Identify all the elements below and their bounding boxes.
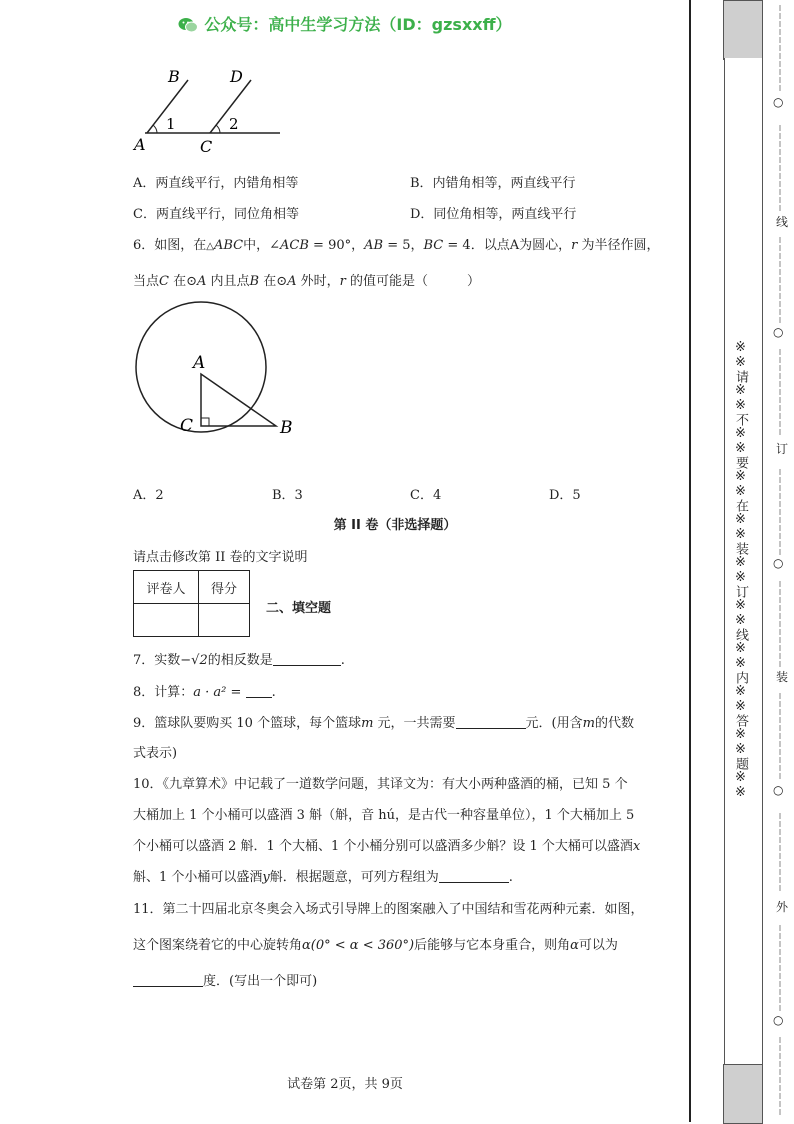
q10-line-3: 个小桶可以盛酒 2 斛．1 个大桶、1 个小桶分别可以盛酒多少斛？设 1 个大桶可以盛酒x [133,839,641,854]
q6-option-d: D．5 [549,488,581,503]
answer-blank[interactable] [439,870,509,883]
q7: 7．实数−√2的相反数是 . [133,653,345,668]
label-xian: 线 [776,215,789,229]
binding-strip-bottom [723,1064,763,1124]
label-zhuang: 装 [776,670,789,684]
q6-option-b: B．3 [272,488,303,503]
q9-line-1: 9．篮球队要购买 10 个篮球，每个篮球m 元，一共需要 元．(用含m的代数 [133,716,634,731]
score-table [133,570,250,637]
q5-option-d: D．同位角相等，两直线平行 [410,207,577,222]
label-A: A [193,353,206,373]
label-ding: 订 [776,442,789,456]
answer-blank[interactable] [133,974,203,987]
header-text: 公众号：高中生学习方法（ID：gzsxxff） [204,15,512,34]
figure-circle-triangle [130,300,305,445]
label-B: B [168,67,180,86]
score-table-reviewer-header: 评卷人 [134,571,199,604]
label-wai: 外 [776,900,789,914]
label-A: A [134,135,146,154]
binding-line [689,0,691,1122]
q9-line-2: 式表示) [133,746,178,761]
circle-marker: ○ [773,1013,784,1027]
answer-blank[interactable] [273,653,341,666]
score-table-score-cell[interactable] [199,604,250,637]
circle-marker: ○ [773,783,784,797]
section-fill-in-title: 二、填空题 [266,601,332,616]
circle-marker: ○ [773,95,784,109]
answer-blank[interactable] [246,685,272,698]
page-footer: 试卷第 2页，共 9页 [287,1077,403,1092]
label-B: B [280,418,293,438]
q11-line-3: 度．(写出一个即可) [133,970,317,989]
label-C: C [180,416,194,436]
label-D: D [230,67,243,86]
q8: 8．计算：a · a² = . [133,685,276,700]
circle-marker: ○ [773,325,784,339]
score-table-score-header: 得分 [199,571,250,604]
q10-line-1: 10．《九章算术》中记载了一道数学问题，其译文为：有大小两种盛酒的桶，已知 5 个 [133,777,628,792]
wechat-icon [178,17,198,37]
q5-option-c: C．两直线平行，同位角相等 [133,207,299,222]
part2-instruction[interactable]: 请点击修改第 II 卷的文字说明 [133,550,308,565]
binding-strip-top [723,0,763,60]
q6-line-1: 6．如图，在△ABC中，∠ACB = 90°，AB = 5，BC = 4．以点A为圆心，r 为半径作圆， [133,238,660,253]
circle-marker: ○ [773,556,784,570]
no-answer-notice: ※※请※※不※※要※※在※※装※※订※※线※※内※※答※※题※※ [733,340,748,800]
q11-line-2: 这个图案绕着它的中心旋转角α(0° < α < 360°)后能够与它本身重合，则角α可以为 [133,938,618,953]
q10-line-4: 斛、1 个小桶可以盛酒y斛．根据题意，可列方程组为 . [133,870,513,885]
score-table-reviewer-cell[interactable] [134,604,199,637]
label-C: C [200,137,213,156]
answer-blank[interactable] [456,716,526,729]
q10-line-2: 大桶加上 1 个小桶可以盛酒 3 斛（斛，音 hú，是古代一种容量单位），1 个大桶加上 5 [133,808,635,823]
q6-line-2: 当点C 在⊙A 内且点B 在⊙A 外时，r 的值可能是（ ） [133,274,481,289]
label-angle-1: 1 [166,115,176,133]
label-angle-2: 2 [229,115,239,133]
q5-option-b: B．内错角相等，两直线平行 [410,176,576,191]
q6-option-c: C．4 [410,488,442,503]
header-banner [0,12,690,37]
q6-option-a: A．2 [133,488,164,503]
q11-line-1: 11．第二十四届北京冬奥会入场式引导牌上的图案融入了中国结和雪花两种元素．如图， [133,902,644,917]
figure-parallel-lines [130,62,290,157]
q5-option-a: A．两直线平行，内错角相等 [133,176,299,191]
part2-title: 第 II 卷（非选择题） [333,518,457,533]
